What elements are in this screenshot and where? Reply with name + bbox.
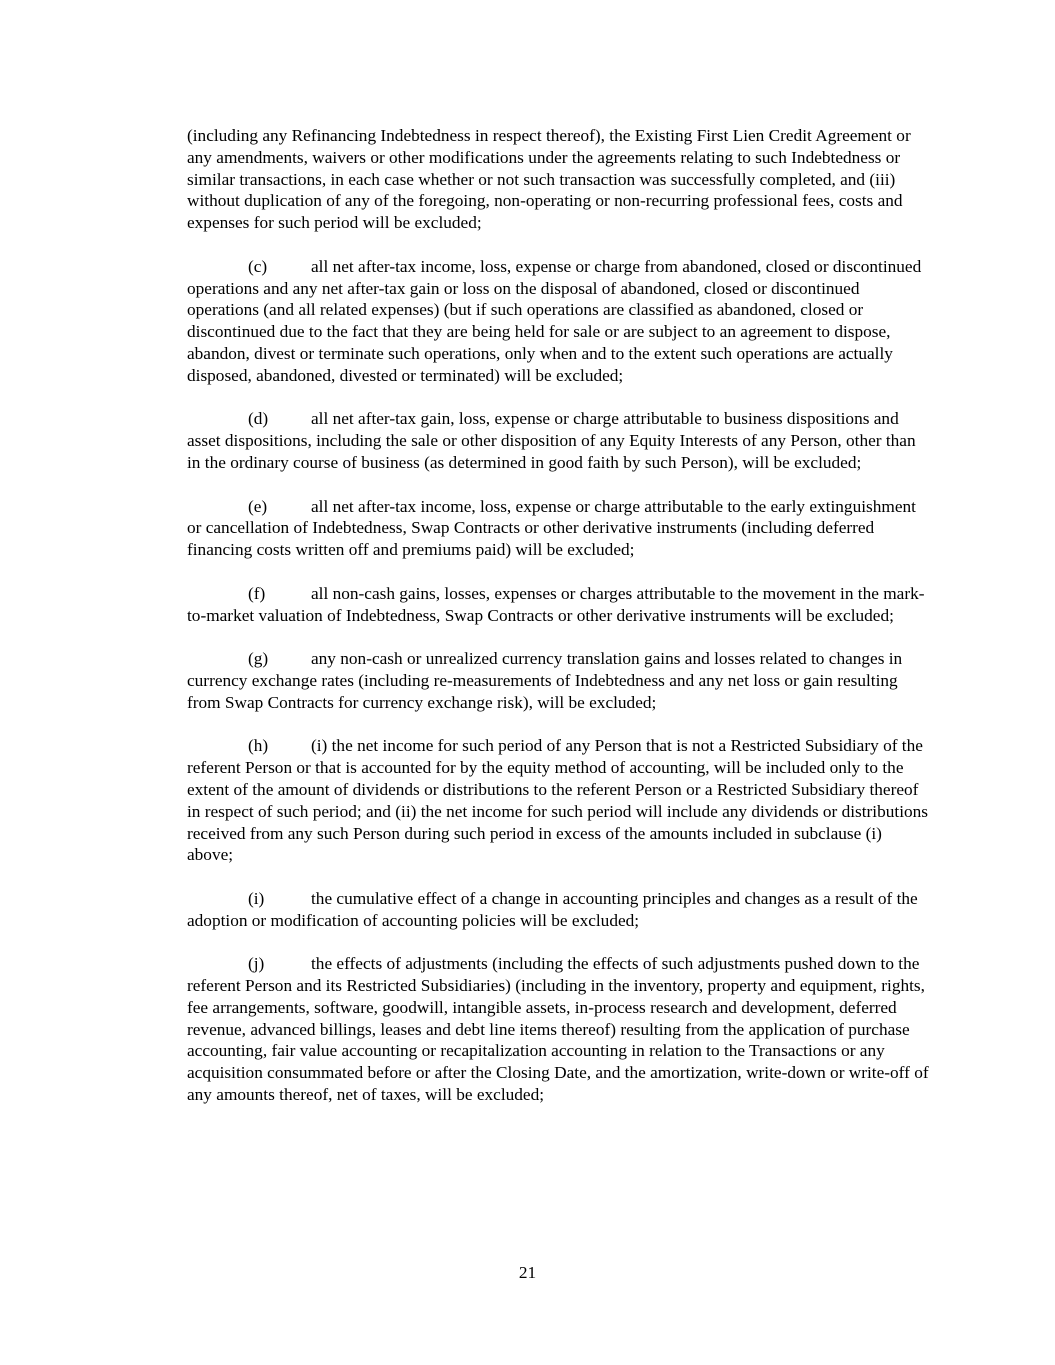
clause-label: (j) [248, 954, 265, 974]
clause-text: any non-cash or unrealized currency translation gains and losses related to changes in currency exchange rates (including re-measurements of Indebtedness and any net loss or gain resulting from Swap Contracts for currency exchange risk), will be excluded; [187, 649, 903, 712]
clause-text: the cumulative effect of a change in accounting principles and changes as a result of the adoption or modification of accounting policies will be excluded; [187, 888, 918, 930]
clause-d [187, 408, 932, 473]
clause-text: all non-cash gains, losses, expenses or charges attributable to the movement in the mark-to-market valuation of Indebtedness, Swap Contracts or other derivative instruments will be excluded; [187, 583, 925, 625]
clause-j [187, 953, 932, 1106]
clause-label: (f) [248, 583, 266, 603]
clause-text: all net after-tax income, loss, expense or charge attributable to the early extinguishment or cancellation of Indebtedness, Swap Contracts or other derivative instruments (including deferred financing costs written off and premiums paid) will be excluded; [187, 496, 916, 560]
clause-c [187, 256, 932, 387]
page-number: 21 [518, 1263, 537, 1282]
clause-e [187, 496, 932, 561]
clause-text: (i) the net income for such period of any Person that is not a Restricted Subsidiary of the referent Person or that is accounted for by the equity method of accounting, will be included only to the extent of the amount of dividends or distributions to the referent Person or a Restricted Subsidiary thereof in respect of such period; and (ii) the net income for such period will include any dividends or distributions received from any such Person during such period in excess of the amounts included in subclause (i) above; [187, 736, 929, 865]
clause-label: (e) [248, 496, 268, 516]
continuation-paragraph: (including any Refinancing Indebtedness in respect thereof), the Existing First Lien Credit Agreement or any amendments, waivers or other modifications under the agreements relating to such Indebtedness or similar transactions, in each case whether or not such transaction was successfully completed, and (iii) without duplication of any of the foregoing, non-operating or non-recurring professional fees, costs and expenses for such period will be excluded; [187, 126, 911, 233]
clause-f [187, 583, 932, 627]
clause-h [187, 735, 932, 866]
clause-g [187, 648, 932, 713]
clause-label: (g) [248, 649, 269, 669]
clause-i [187, 888, 932, 932]
clause-text: all net after-tax gain, loss, expense or charge attributable to business dispositions and asset dispositions, including the sale or other disposition of any Equity Interests of any Person, other than in the ordinary course of business (as determined in good faith by such Person), will be excluded; [187, 409, 916, 472]
clause-text: the effects of adjustments (including the effects of such adjustments pushed down to the referent Person and its Restricted Subsidiaries) (including in the inventory, property and equipment, rights, fee arrangements, software, goodwill, intangible assets, in-process research and development, deferred revenue, advanced billings, leases and debt line items thereof) resulting from the application of purchase accounting, fair value accounting or recapitalization accounting in relation to the Transactions or any acquisition consummated before or after the Closing Date, and the amortization, write-down or write-off of any amounts thereof, net of taxes, will be excluded; [187, 954, 929, 1105]
clause-label: (d) [248, 409, 269, 429]
document-body [187, 125, 932, 1128]
clause-text: all net after-tax income, loss, expense or charge from abandoned, closed or discontinued operations and any net after-tax gain or loss on the disposal of abandoned, closed or discontinued operations (and all related expenses) (but if such operations are classified as abandoned, closed or discontinued due to the fact that they are being held for sale or are subject to an agreement to dispose, abandon, divest or terminate such operations, only when and to the extent such operations are actually disposed, abandoned, divested or terminated) will be excluded; [187, 256, 922, 385]
clause-label: (h) [248, 736, 269, 756]
clause-label: (i) [248, 888, 265, 908]
clause-label: (c) [248, 256, 268, 276]
